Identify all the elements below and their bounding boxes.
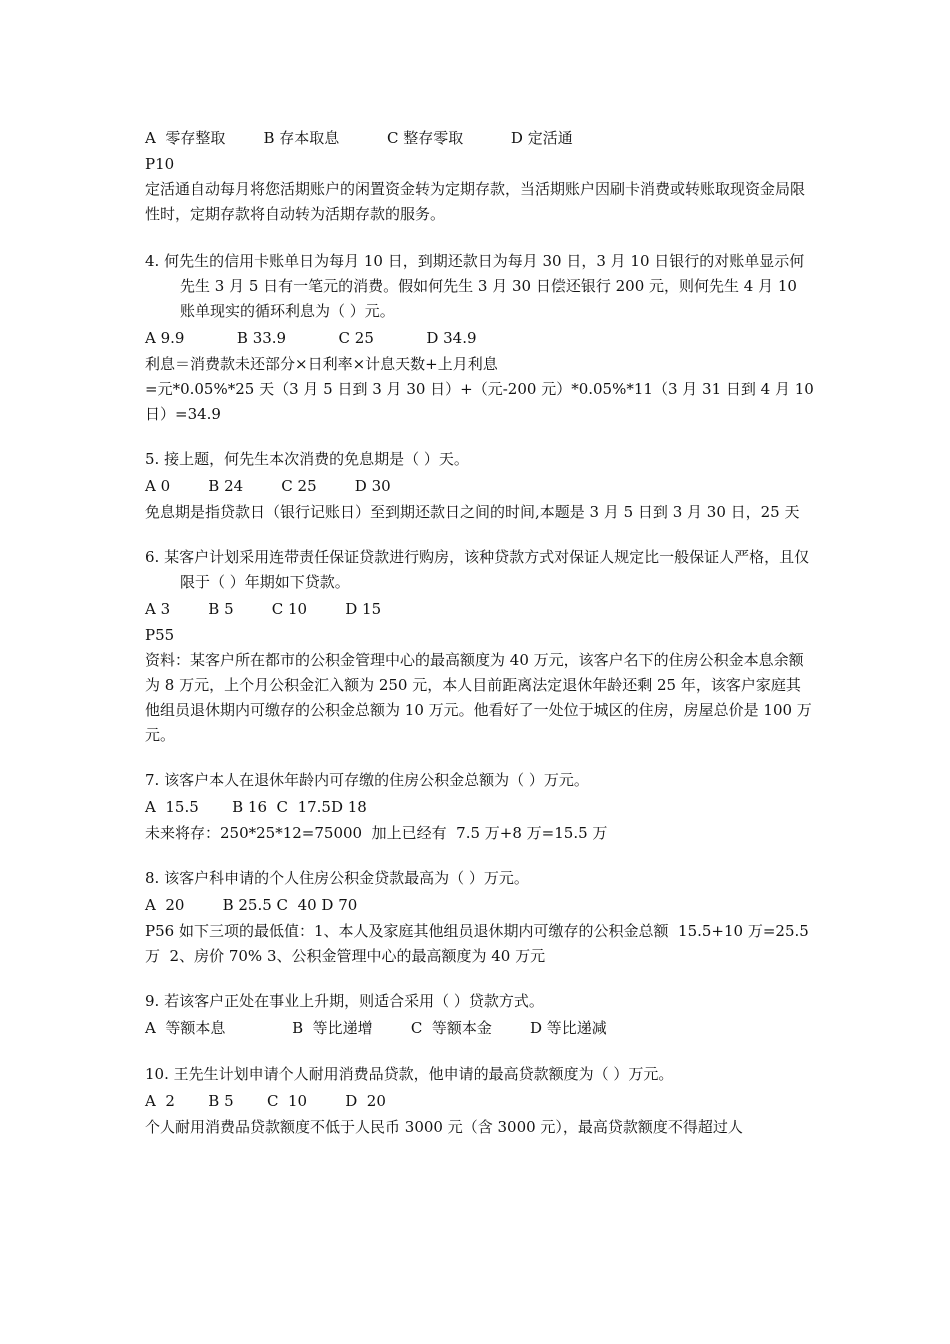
q10-explanation: 个人耐用消费品贷款额度不低于人民币 3000 元（含 3000 元），最高贷款额度不得超过人 <box>145 1118 743 1136</box>
q4-options: A 9.9 B 33.9 C 25 D 34.9 <box>145 329 477 347</box>
q4-calculation: =元*0.05%*25 天（3 月 5 日到 3 月 30 日）+（元-200 元）*0.05%*11（3 月 31 日到 4 月 10 日）=34.9 <box>145 380 819 423</box>
document-page <box>145 124 819 1140</box>
q9-options: A 等额本息 B 等比递增 C 等额本金 D 等比递减 <box>145 1019 607 1037</box>
q4-question: 4. 何先生的信用卡账单日为每月 10 日，到期还款日为每月 30 日，3 月 10 日银行的对账单显示何先生 3 月 5 日有一笔元的消费。假如何先生 3 月 30 日偿还银行 200 元，则何先生 4 月 10 账单现实的循环利息为（ ）元。 <box>145 252 805 320</box>
q5-options: A 0 B 24 C 25 D 30 <box>145 477 391 495</box>
q7-question: 7. 该客户本人在退休年龄内可存缴的住房公积金总额为（ ）万元。 <box>145 771 589 789</box>
q4-formula: 利息＝消费款未还部分×日利率×计息天数+上月利息 <box>145 355 498 373</box>
q9-question: 9. 若该客户正处在事业上升期，则适合采用（ ）贷款方式。 <box>145 992 544 1010</box>
q3-explanation: 定活通自动每月将您活期账户的闲置资金转为定期存款，当活期账户因刷卡消费或转账取现资金局限性时，定期存款将自动转为活期存款的服务。 <box>145 180 806 223</box>
q10-options: A 2 B 5 C 10 D 20 <box>145 1092 386 1110</box>
q7-options: A 15.5 B 16 C 17.5D 18 <box>145 798 367 816</box>
q3-reference: P10 <box>145 155 175 173</box>
q8-question: 8. 该客户科申请的个人住房公积金贷款最高为（ ）万元。 <box>145 869 529 887</box>
q6-options: A 3 B 5 C 10 D 15 <box>145 600 382 618</box>
q7-explanation: 未来将存：250*25*12=75000 加上已经有 7.5 万+8 万=15.5 万 <box>145 824 608 842</box>
material-paragraph: 资料：某客户所在都市的公积金管理中心的最高额度为 40 万元，该客户名下的住房公积金本息余额为 8 万元，上个月公积金汇入额为 250 元，本人目前距离法定退休年龄还剩 25 年，该客户家庭其他组员退休期内可缴存的公积金总额为 10 万元。他看好了一处位于城区的住房，房屋总价是 100 万元。 <box>145 651 812 744</box>
q10-question: 10. 王先生计划申请个人耐用消费品贷款，他申请的最高贷款额度为（ ）万元。 <box>145 1065 674 1083</box>
q6-reference: P55 <box>145 626 175 644</box>
q8-explanation: P56 如下三项的最低值：1、本人及家庭其他组员退休期内可缴存的公积金总额 15.5+10 万=25.5 万 2、房价 70% 3、公积金管理中心的最高额度为 40 万元 <box>145 922 814 965</box>
q3-options: A 零存整取 B 存本取息 C 整存零取 D 定活通 <box>145 129 573 147</box>
q8-options: A 20 B 25.5 C 40 D 70 <box>145 896 358 914</box>
q5-question: 5. 接上题，何先生本次消费的免息期是（ ）天。 <box>145 450 469 468</box>
q6-question: 6. 某客户计划采用连带责任保证贷款进行购房，该种贷款方式对保证人规定比一般保证人严格，且仅限于（ ）年期如下贷款。 <box>145 548 810 591</box>
q5-explanation: 免息期是指贷款日（银行记账日）至到期还款日之间的时间,本题是 3 月 5 日到 3 月 30 日，25 天 <box>145 503 800 521</box>
